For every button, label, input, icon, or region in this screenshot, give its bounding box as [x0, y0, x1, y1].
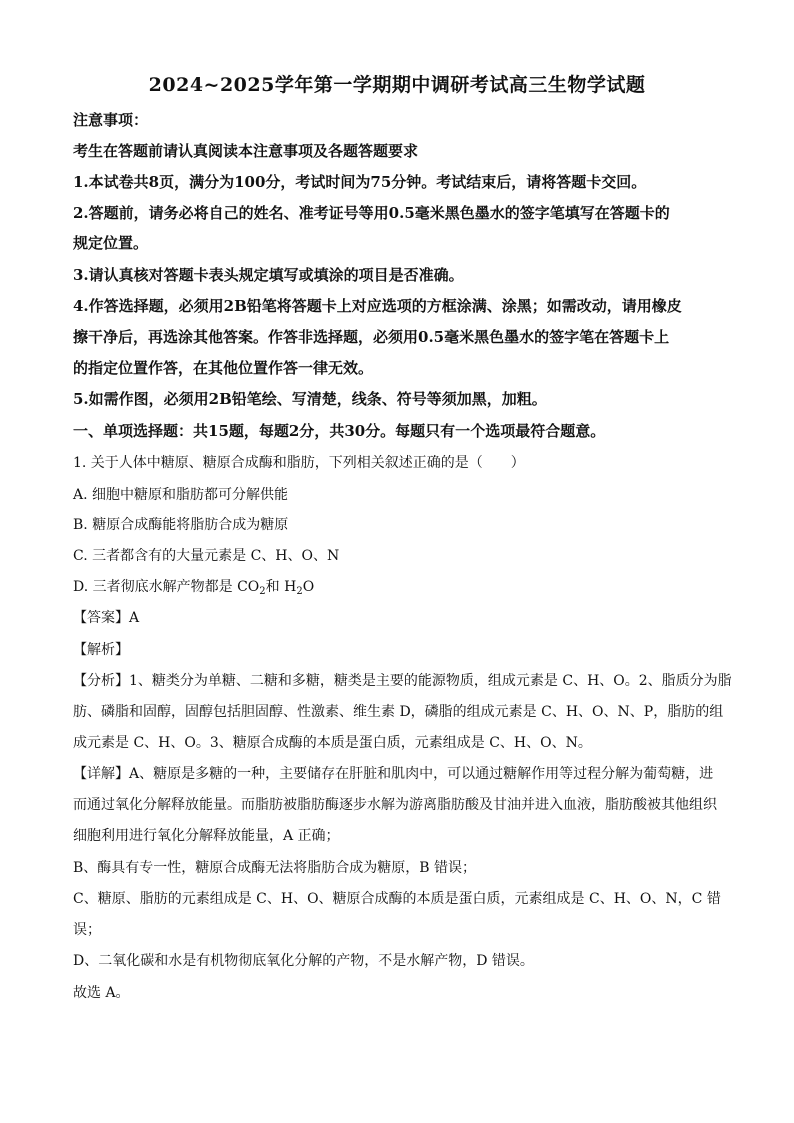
page-title: 2024~2025学年第一学期期中调研考试高三生物学试题 [148, 74, 646, 96]
analysis-heading: 【解析】 [73, 642, 129, 658]
analysis-line: C、糖原、脂肪的元素组成是 C、H、O、糖原合成酶的本质是蛋白质，元素组成是 C、H、O、N，C 错 [73, 891, 721, 907]
analysis-line: 而通过氧化分解释放能量。而脂肪被脂肪酶逐步水解为游离脂肪酸及甘油并进入血液，脂肪酸被其他组织 [73, 797, 717, 813]
section-heading: 一、单项选择题：共15题，每题2分，共30分。每题只有一个选项最符合题意。 [73, 422, 606, 440]
notice-intro: 考生在答题前请认真阅读本注意事项及各题答题要求 [73, 142, 419, 160]
option-d-text: 和 H [265, 579, 297, 595]
analysis-line: B、酶具有专一性，糖原合成酶无法将脂肪合成为糖原，B 错误； [73, 860, 477, 876]
note-line: 4.作答选择题，必须用2B铅笔将答题卡上对应选项的方框涂满、涂黑；如需改动，请用橡皮 [73, 297, 682, 315]
subscript: 2 [259, 586, 266, 597]
answer-line: 【答案】A [73, 610, 140, 626]
note-line: 1.本试卷共8页，满分为100分，考试时间为75分钟。考试结束后，请将答题卡交回。 [73, 173, 647, 191]
note-line: 2.答题前，请务必将自己的姓名、准考证号等用0.5毫米黑色墨水的签字笔填写在答题卡的 [73, 204, 670, 222]
analysis-line: 【分析】1、糖类分为单糖、二糖和多糖，糖类是主要的能源物质，组成元素是 C、H、O。2、脂质分为脂 [73, 673, 732, 689]
analysis-line: D、二氧化碳和水是有机物彻底氧化分解的产物，不是水解产物，D 错误。 [73, 953, 534, 969]
analysis-line: 【详解】A、糖原是多糖的一种，主要储存在肝脏和肌肉中，可以通过糖解作用等过程分解为葡萄糖，进 [73, 766, 714, 782]
analysis-line: 成元素是 C、H、O。3、糖原合成酶的本质是蛋白质，元素组成是 C、H、O、N。 [73, 735, 592, 751]
notice-heading: 注意事项： [73, 111, 149, 129]
analysis-line: 肪、磷脂和固醇，固醇包括胆固醇、性激素、维生素 D，磷脂的组成元素是 C、H、O、N、P，脂肪的组 [73, 704, 724, 720]
note-line: 规定位置。 [73, 234, 149, 252]
note-line: 3.请认真核对答题卡表头规定填写或填涂的项目是否准确。 [73, 266, 464, 284]
option-d-text: O [302, 579, 315, 595]
option-a: A. 细胞中糖原和脂肪都可分解供能 [73, 487, 289, 503]
note-line: 的指定位置作答，在其他位置作答一律无效。 [73, 359, 374, 377]
question-stem: 1. 关于人体中糖原、糖原合成酶和脂肪，下列相关叙述正确的是（ ） [73, 455, 525, 471]
analysis-line: 误； [73, 922, 101, 938]
subscript: 2 [296, 586, 303, 597]
note-line: 5.如需作图，必须用2B铅笔绘、写清楚，线条、符号等须加黑，加粗。 [73, 390, 547, 408]
option-d-text: D. 三者彻底水解产物都是 CO [73, 579, 260, 595]
note-line: 擦干净后，再选涂其他答案。作答非选择题，必须用0.5毫米黑色墨水的签字笔在答题卡上 [73, 328, 670, 346]
option-d [73, 576, 314, 597]
option-c: C. 三者都含有的大量元素是 C、H、O、N [73, 548, 340, 564]
option-b: B. 糖原合成酶能将脂肪合成为糖原 [73, 517, 289, 533]
analysis-line: 细胞利用进行氧化分解释放能量，A 正确； [73, 828, 340, 844]
analysis-line: 故选 A。 [73, 985, 130, 1001]
